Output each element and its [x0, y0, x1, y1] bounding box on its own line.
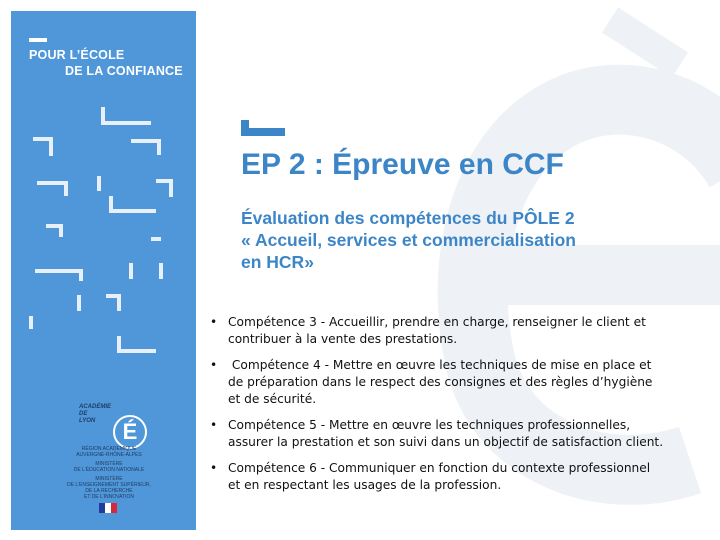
subtitle-line: en HCR» — [241, 252, 314, 272]
academy-label-line: LYON — [79, 418, 96, 424]
competence-list — [210, 314, 705, 503]
academy-label — [79, 404, 117, 425]
bullet-line: Compétence 3 - Accueillir, prendre en charge, renseigner le client et — [228, 315, 646, 329]
subtitle-line: Évaluation des compétences du PÔLE 2 — [241, 208, 575, 228]
slide-title: EP 2 : Épreuve en CCF — [241, 148, 564, 181]
subtitle-line: « Accueil, services et commercialisation — [241, 230, 576, 250]
fine-print: RÉGION ACADÉMIQUE — [81, 446, 137, 452]
list-item — [210, 357, 705, 408]
bullet-line: assurer la prestation et son suivi dans un objectif de satisfaction client. — [228, 435, 664, 449]
academy-label-line: ACADÉMIE — [79, 404, 112, 410]
fine-print: MINISTÈRE — [95, 476, 123, 482]
bullet-marker: • — [210, 461, 218, 475]
title-accent-bar — [241, 128, 285, 136]
fine-print: MINISTÈRE — [95, 461, 123, 467]
bullet-line: et en respectant les usages de la profession. — [228, 478, 502, 492]
slide-subtitle — [241, 207, 701, 273]
logo-line-1: POUR L’ÉCOLE — [29, 48, 125, 62]
bullet-line: Compétence 4 - Mettre en œuvre les techniques de mise en place et — [228, 358, 652, 372]
bullet-line: contribuer à la vente des prestations. — [228, 332, 458, 346]
french-flag-icon — [99, 503, 117, 513]
fine-print: DE LA RECHERCHE — [85, 488, 133, 494]
logo-line-2: DE LA CONFIANCE — [65, 64, 183, 78]
bullet-line: Compétence 6 - Communiquer en fonction du contexte professionnel — [228, 461, 651, 475]
bullet-line: de préparation dans le respect des consignes et des règles d’hygiène — [228, 375, 653, 389]
fine-print: DE L’ÉDUCATION NATIONALE — [73, 467, 145, 473]
sidebar — [11, 11, 196, 530]
flag-band — [111, 503, 117, 513]
fine-print: DE L’ENSEIGNEMENT SUPÉRIEUR, — [67, 482, 151, 488]
list-item — [210, 460, 705, 494]
list-item — [210, 314, 705, 348]
bullet-line: Compétence 5 - Mettre en œuvre les techniques professionnelles, — [228, 418, 631, 432]
bullet-marker: • — [210, 315, 218, 329]
bullet-marker: • — [210, 418, 218, 432]
list-item — [210, 417, 705, 451]
academy-label-line: DE — [79, 411, 88, 417]
bullet-marker: • — [210, 358, 218, 372]
fine-print: AUVERGNE-RHÔNE-ALPES — [76, 452, 142, 458]
academy-logo-icon: É — [113, 415, 147, 449]
bullet-line: et de sécurité. — [228, 392, 317, 406]
fine-print: ET DE L’INNOVATION — [83, 494, 134, 500]
